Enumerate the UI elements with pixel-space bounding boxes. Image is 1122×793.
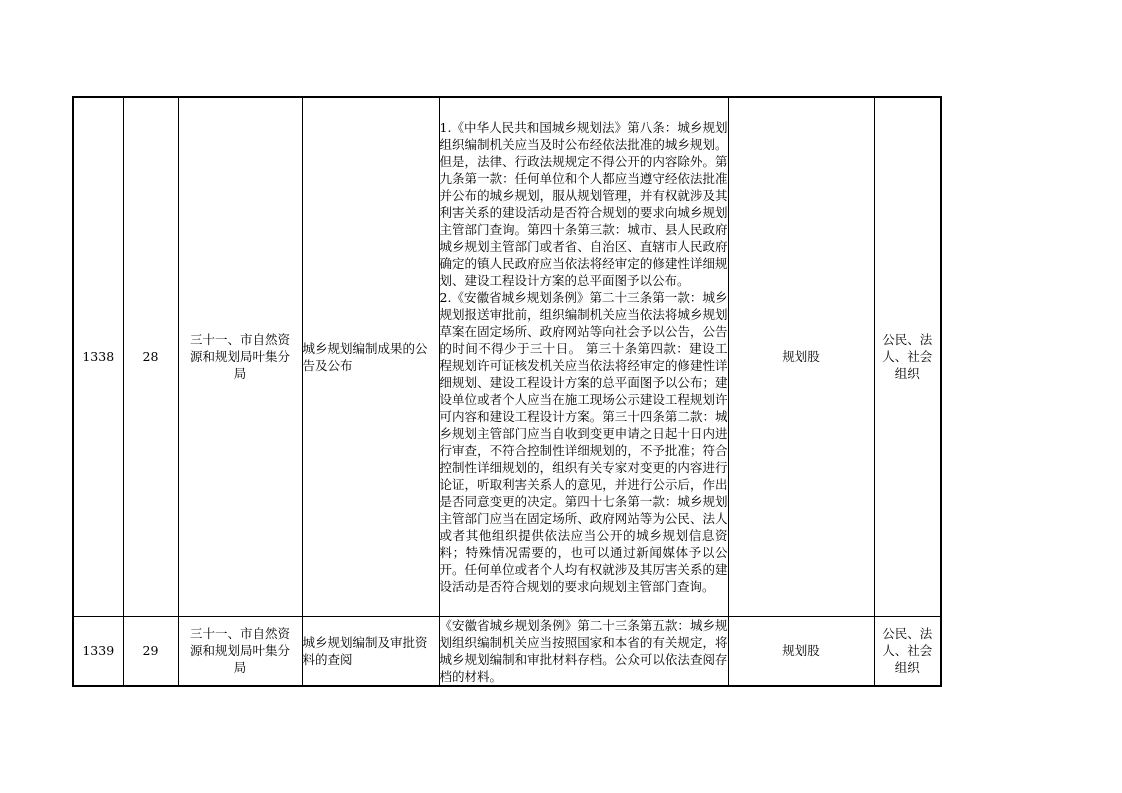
seq-cell: 1339 (73, 616, 123, 686)
target-cell: 公民、法人、社会组织 (874, 616, 941, 686)
table-row (73, 97, 941, 616)
item-cell: 城乡规划编制成果的公告及公布 (302, 97, 439, 616)
office-cell: 规划股 (728, 616, 874, 686)
sub-seq-cell: 29 (123, 616, 178, 686)
basis-paragraph: 2.《安徽省城乡规划条例》第二十三条第一款：城乡规划报送审批前，组织编制机关应当依法将城乡规划草案在固定场所、政府网站等向社会予以公告，公告的时间不得少于三十日。 第三十条第四款：建设工程规划许可证核发机关应当依法将经审定的修建性详细规划、建设工程设计方案的总平面图予以公布；建设单位或者个人应当在施工现场公示建设工程规划许可内容和建设工程设计方案。第三十四条第二款：城乡规划主管部门应当自收到变更申请之日起十日内进行审查，不符合控制性详细规划的，不予批准；符合控制性详细规划的，组织有关专家对变更的内容进行论证，听取利害关系人的意见，并进行公示后，作出是否同意变更的决定。第四十七条第一款：城乡规划主管部门应当在固定场所、政府网站等为公民、法人或者其他组织提供依法应当公开的城乡规划信息资料；特殊情况需要的，也可以通过新闻媒体予以公开。任何单位或者个人均有权就涉及其厉害关系的建设活动是否符合规划的要求向规划主管部门查询。 (439, 289, 728, 594)
office-cell: 规划股 (728, 97, 874, 616)
department-cell: 三十一、市自然资源和规划局叶集分局 (178, 616, 302, 686)
target-cell: 公民、法人、社会组织 (874, 97, 941, 616)
basis-cell (439, 616, 728, 686)
basis-paragraph: 1.《中华人民共和国城乡规划法》第八条：城乡规划组织编制机关应当及时公布经依法批准的城乡规划。但是，法律、行政法规规定不得公开的内容除外。第九条第一款：任何单位和个人都应当遵守经依法批准并公布的城乡规划，服从规划管理，并有权就涉及其利害关系的建设活动是否符合规划的要求向城乡规划主管部门查询。第四十条第三款：城市、县人民政府城乡规划主管部门或者省、自治区、直辖市人民政府确定的镇人民政府应当依法将经审定的修建性详细规划、建设工程设计方案的总平面图予以公布。 (439, 119, 728, 288)
basis-paragraph: 《安徽省城乡规划条例》第二十三条第五款：城乡规划组织编制机关应当按照国家和本省的有关规定，将城乡规划编制和审批材料存档。公众可以依法查阅存档的材料。 (439, 617, 728, 684)
disclosure-table (72, 96, 942, 687)
seq-cell: 1338 (73, 97, 123, 616)
basis-cell (439, 97, 728, 616)
item-cell: 城乡规划编制及审批资料的查阅 (302, 616, 439, 686)
table-row (73, 616, 941, 686)
department-cell: 三十一、市自然资源和规划局叶集分局 (178, 97, 302, 616)
sub-seq-cell: 28 (123, 97, 178, 616)
